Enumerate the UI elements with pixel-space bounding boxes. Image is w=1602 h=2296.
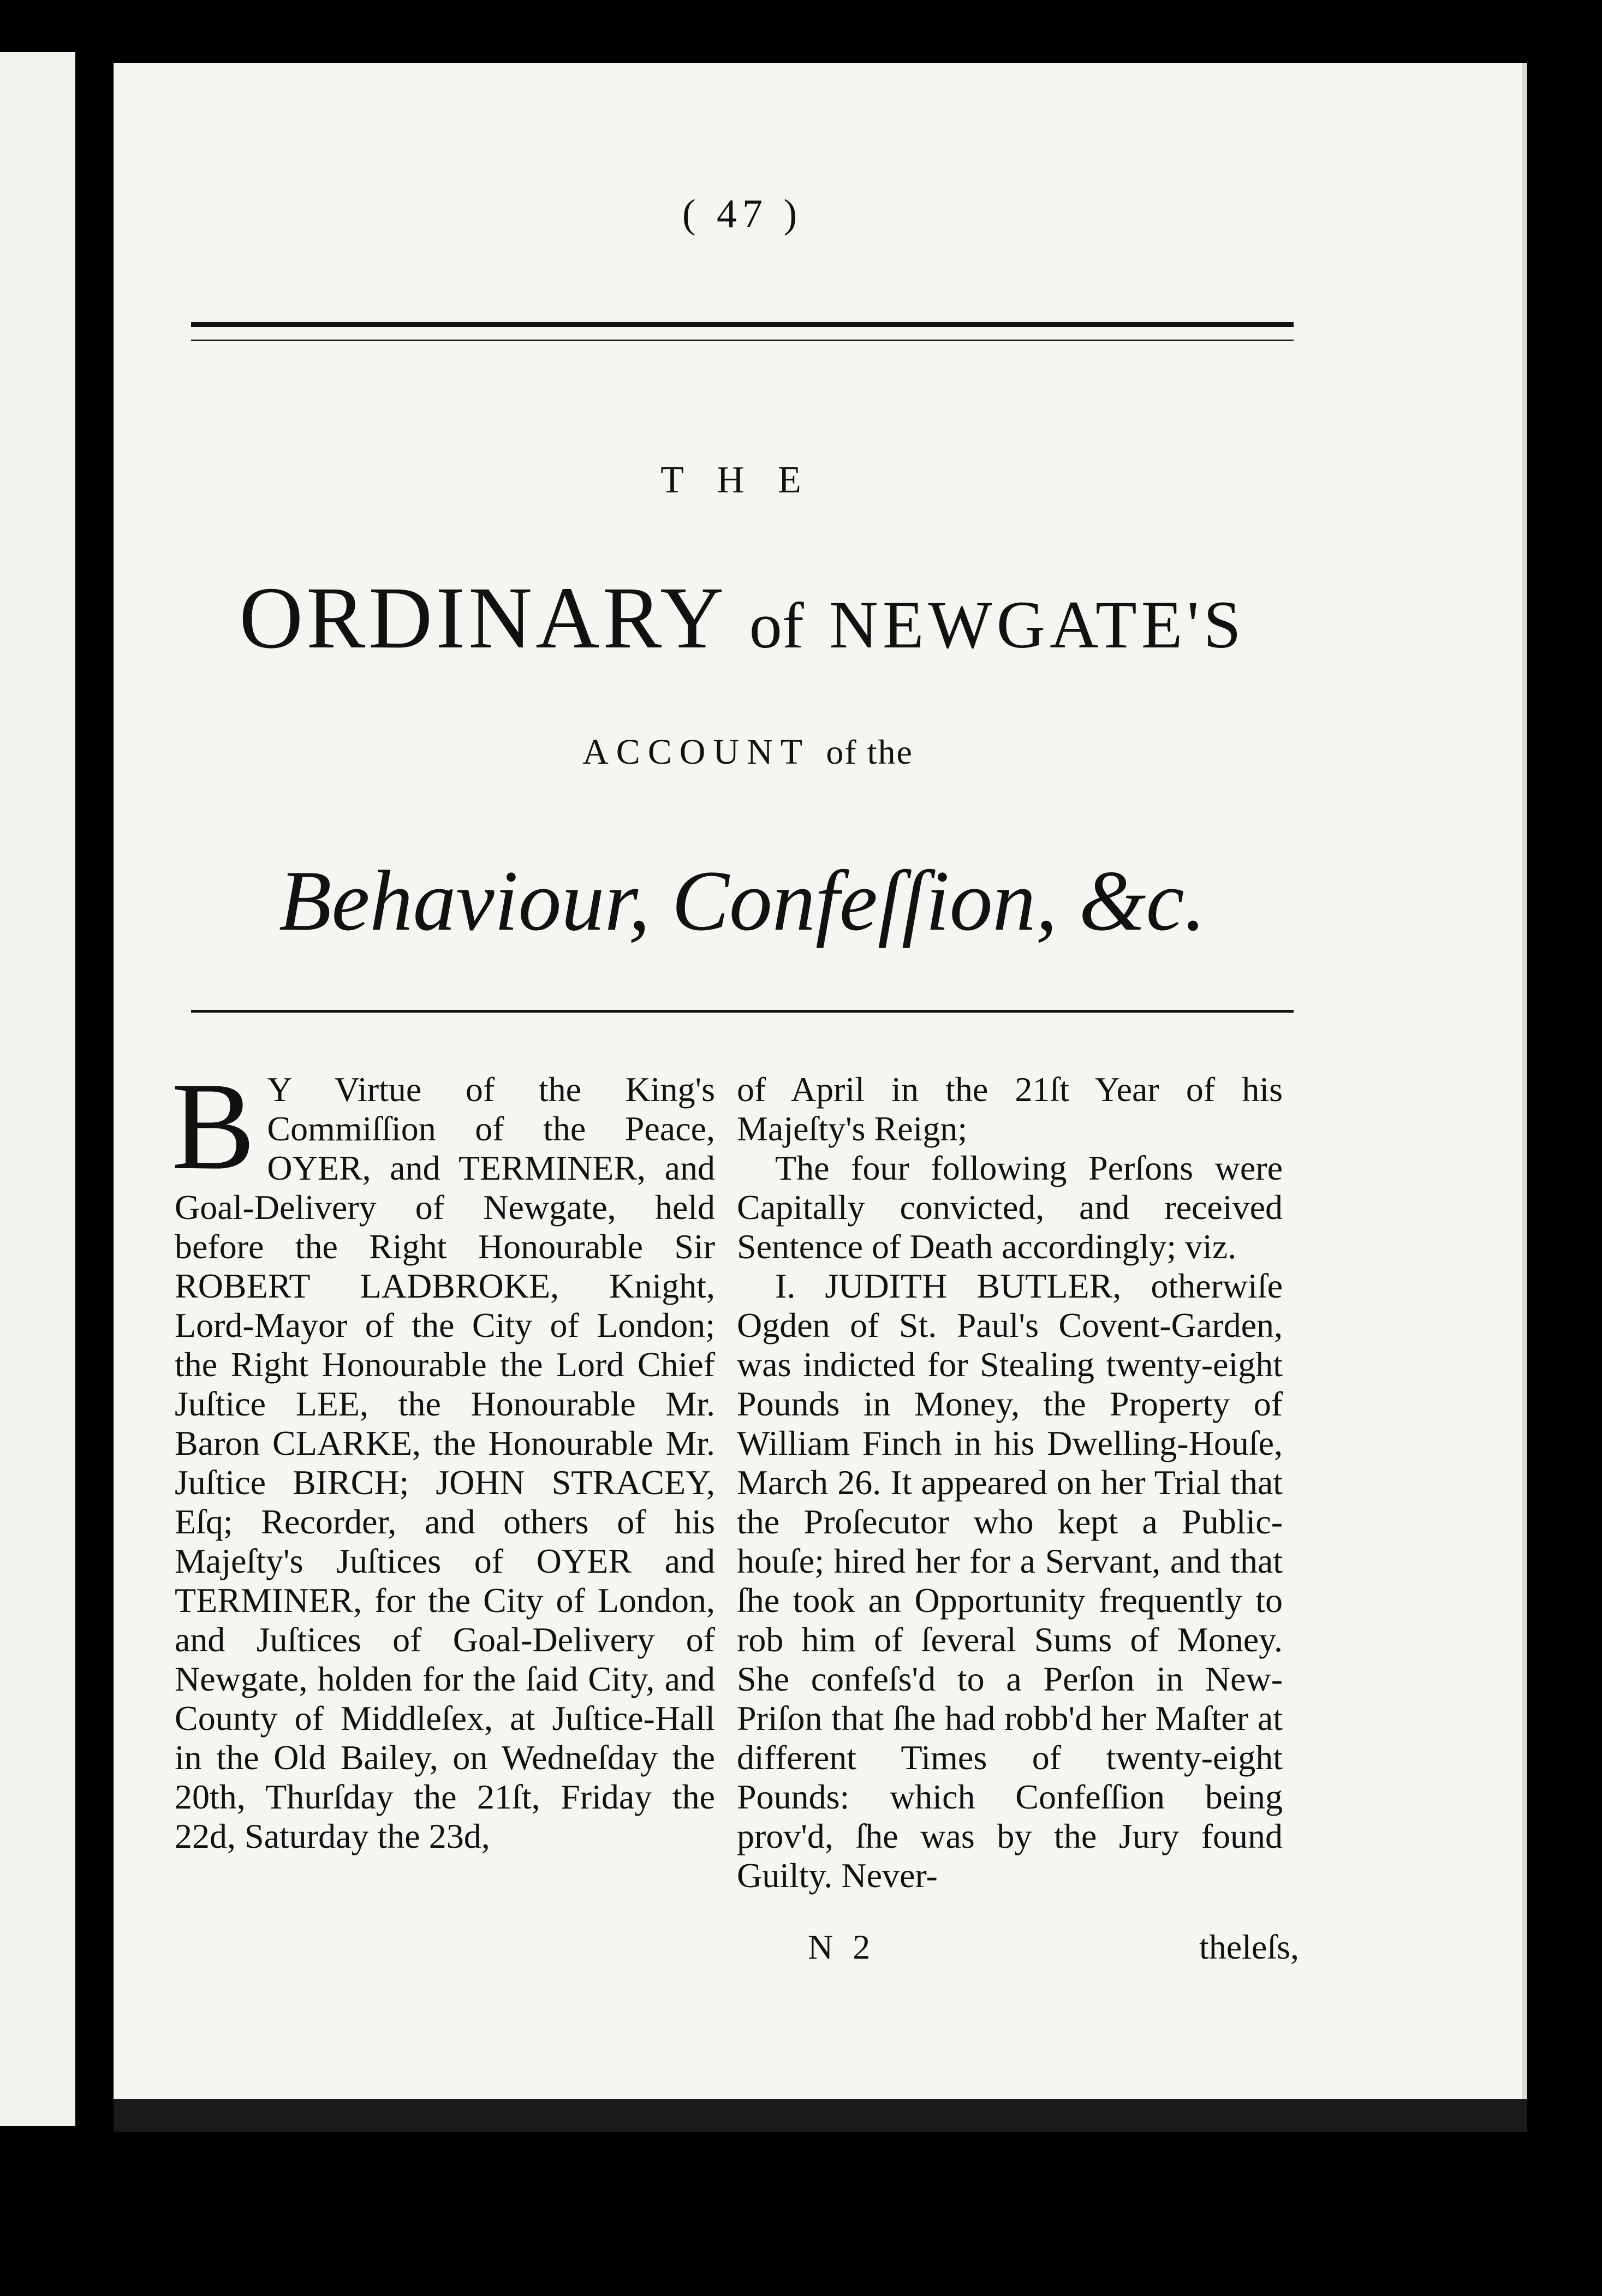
header-rule-thick [191,322,1294,327]
title-rule [191,1010,1294,1013]
header-rule-thin [191,340,1294,341]
title-ordinary-of-newgates [153,568,1332,669]
left-column [171,1056,715,1856]
signature-mark: N 2 [808,1928,876,1966]
catchword: theleſs, [1199,1928,1299,1966]
title-of-the: of the [826,733,913,771]
right-column [737,1070,1283,1895]
book-gutter [75,52,114,2126]
left-column-text: Y Virtue of the King's Commiſſion of the Peace, OYER, and TERMINER, and Goal-Delivery of Newgate, held before the Right Honourable Sir ROBERT LADBROKE, Knight, Lord-Mayor of the City of London; the Right Honourable the Lord Chief Juſtice LEE, the Honourable Mr. Baron CLARKE, the Honourable Mr. Juſtice BIRCH; JOHN STRACEY, Eſq; Recorder, and others of his Majeſty's Juſtices of OYER and TERMINER, for the City of London, and Juſtices of Goal-Delivery of Newgate, holden for the ſaid City, and County of Middleſex, at Juſtice-Hall in the Old Bailey, on Wedneſday the 20th, Thurſday the 21ſt, Friday the 22d, Saturday the 23d, [175,1070,715,1855]
right-paragraph-2: The four following Perſons were Capitally convicted, and received Sentence of Death accordingly; viz. [737,1149,1283,1266]
title-the: T H E [660,459,813,501]
title-account-line [448,731,1048,773]
title-newgates: NEWGATE'S [829,587,1246,662]
title-ordinary: ORDINARY [239,569,724,667]
facing-page-edge [0,52,75,2126]
title-behaviour-confession: Behaviour, Confeſſion, &c. [278,853,1206,949]
right-paragraph-3: I. JUDITH BUTLER, otherwiſe Ogden of St. Paul's Covent-Garden, was indicted for Stealing twenty-eight Pounds in Money, the Property of William Finch in his Dwelling-Houſe, March 26. It appeared on her Trial that the Proſecutor who kept a Public-houſe; hired her for a Servant, and that ſhe took an Opportunity frequently to rob him of ſeveral Sums of Money. She confeſs'd to a Perſon in New-Priſon that ſhe had robb'd her Maſter at different Times of twenty-eight Pounds: which Confeſſion being prov'd, ſhe was by the Jury found Guilty. Never- [737,1266,1283,1895]
page-bottom-shadow [114,2099,1527,2132]
title-of: of [749,589,804,662]
right-paragraph-1: of April in the 21ſt Year of his Majeſty's Reign; [737,1070,1283,1148]
title-account: ACCOUNT [582,732,809,772]
drop-cap: B [171,1056,255,1195]
page-number: ( 47 ) [682,192,803,236]
